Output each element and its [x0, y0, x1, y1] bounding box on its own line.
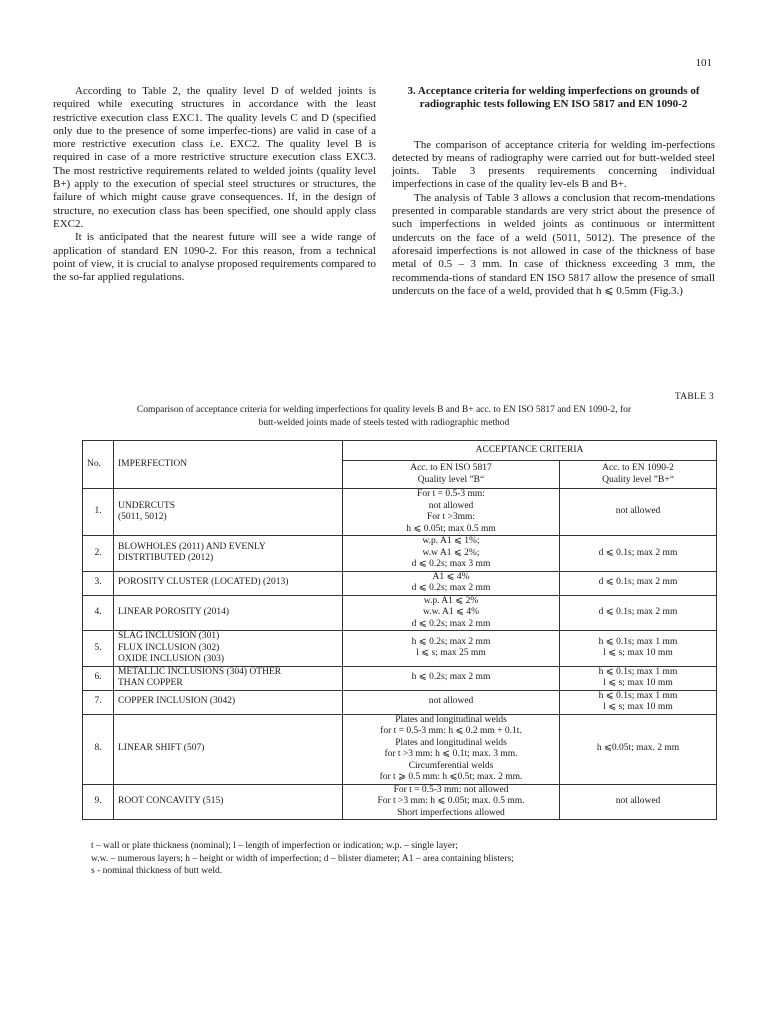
cell-en-criteria	[560, 666, 717, 690]
cell-iso-criteria-line: h ⩽ 0.2s; max 2 mm	[411, 636, 491, 647]
cell-imperfection-line: ROOT CONCAVITY (515)	[118, 796, 224, 806]
cell-imperfection	[114, 784, 343, 820]
cell-imperfection-line: UNDERCUTS	[118, 500, 176, 511]
cell-imperfection-line: POROSITY CLUSTER (LOCATED) (2013)	[118, 577, 289, 588]
cell-iso-criteria-line: For t = 0.5-3 mm:	[417, 489, 485, 499]
table-row	[83, 714, 717, 784]
cell-iso-criteria-line: For t = 0.5-3 mm: not allowed	[393, 784, 509, 795]
cell-iso-criteria-line: For t >3mm:	[426, 512, 476, 522]
cell-no	[83, 631, 114, 667]
cell-iso-criteria-line: Plates and longitudinal welds	[395, 737, 507, 748]
cell-iso-criteria	[343, 690, 560, 714]
cell-no	[83, 690, 114, 714]
cell-no-line: 2.	[94, 547, 102, 558]
cell-iso-criteria-line: For t >3 mm: h ⩽ 0.05t; max. 0.5 mm.	[377, 796, 525, 806]
cell-no-line: 9.	[94, 796, 102, 806]
table-row	[83, 784, 717, 820]
table-note: t – wall or plate thickness (nominal); l – length of imperfection or indication; w.p. – single layer;	[91, 841, 458, 851]
table-notes	[91, 840, 514, 878]
page-number: 101	[695, 57, 712, 69]
cell-en-criteria-line: l ⩽ s; max 10 mm	[603, 678, 673, 688]
table-row	[83, 536, 717, 572]
cell-imperfection-line: OXIDE INCLUSION (303)	[118, 654, 225, 664]
header-en-1090	[560, 461, 717, 489]
cell-iso-criteria-line: for t ⩾ 0.5 mm: h ⩽0.5t; max. 2 mm.	[379, 772, 523, 782]
cell-en-criteria-line: l ⩽ s; max 10 mm	[603, 648, 673, 659]
cell-imperfection	[114, 666, 343, 690]
cell-iso-criteria-line: h ⩽ 0.05t; max 0.5 mm	[406, 523, 496, 534]
table-row	[83, 690, 717, 714]
table-caption	[62, 404, 706, 430]
cell-no-line: 6.	[94, 672, 102, 683]
cell-en-criteria	[560, 595, 717, 631]
cell-imperfection-line: SLAG INCLUSION (301)	[118, 631, 220, 641]
table-caption-line: Comparison of acceptance criteria for welding imperfections for quality levels B and B+ acc. to EN ISO 5817 and EN 1090-2, for	[136, 405, 632, 415]
table-row	[83, 571, 717, 595]
cell-iso-criteria-line: w.w. A1 ⩽ 4%	[422, 607, 480, 617]
body-paragraph: The comparison of acceptance criteria for welding im-perfections detected by means of radiography were carried out for butt-welded steel joints. Table 3 presents requirements concerning individual imperfections in case of the quality lev-els B and B+.	[392, 138, 715, 191]
cell-iso-criteria-line: d ⩽ 0.2s; max 2 mm	[411, 583, 491, 593]
header-en-line2: Quality level ”B+“	[602, 474, 674, 485]
cell-iso-criteria-line: w.p. A1 ⩽ 2%	[423, 595, 479, 606]
table-row	[83, 595, 717, 631]
cell-no	[83, 536, 114, 572]
cell-en-criteria	[560, 784, 717, 820]
cell-en-criteria-line: l ⩽ s; max 10 mm	[603, 702, 673, 712]
cell-no	[83, 784, 114, 820]
cell-iso-criteria-line: Short imperfections allowed	[397, 807, 505, 818]
cell-iso-criteria	[343, 714, 560, 784]
cell-en-criteria	[560, 489, 717, 536]
body-paragraph: It is anticipated that the nearest future will see a wide range of application of standard EN 1090-2. For this reason, from a technical point of view, it is crucial to analyse proposed requirements compared to the so-far applied regulations.	[53, 231, 376, 284]
cell-imperfection	[114, 690, 343, 714]
cell-imperfection	[114, 714, 343, 784]
cell-iso-criteria	[343, 784, 560, 820]
cell-iso-criteria-line: not allowed	[428, 696, 474, 707]
cell-iso-criteria-line: d ⩽ 0.2s; max 3 mm	[411, 559, 491, 569]
cell-imperfection-line: FLUX INCLUSION (302)	[118, 642, 220, 653]
table-note: s - nominal thickness of butt weld.	[91, 866, 223, 876]
cell-en-criteria-line: h ⩽ 0.1s; max 1 mm	[598, 666, 678, 677]
cell-en-criteria-line: d ⩽ 0.1s; max 2 mm	[598, 607, 678, 617]
cell-iso-criteria-line: l ⩽ s; max 25 mm	[416, 648, 486, 659]
cell-iso-criteria-line: w.p. A1 ⩽ 1%;	[422, 536, 480, 546]
cell-iso-criteria	[343, 666, 560, 690]
cell-en-criteria	[560, 536, 717, 572]
cell-imperfection	[114, 571, 343, 595]
cell-imperfection-line: LINEAR SHIFT (507)	[118, 743, 205, 754]
cell-iso-criteria-line: for t = 0.5-3 mm: h ⩽ 0.2 mm + 0.1t.	[380, 726, 522, 736]
header-iso-line2: Quality level ”B“	[417, 474, 485, 485]
cell-iso-criteria	[343, 595, 560, 631]
cell-imperfection-line: BLOWHOLES (2011) AND EVENLY	[118, 541, 266, 552]
section-heading: 3. Acceptance criteria for welding imperfections on grounds of radiographic tests following EN ISO 5817 and EN 1090-2	[407, 85, 700, 111]
body-paragraph: According to Table 2, the quality level D of welded joints is required while executing structures in accordance with the least restrictive execution class EXC1. The quality levels C and D (specified only due to the presence of some imperfec-tions) are valid in case of a more restrictive execution class i.e. EXC2. The quality level B is required in case of a more restrictive structure execution class EXC3. The most restrictive requirements related to welded joints (quality level B+) apply to the execution of special steel structures or structures, the failure of which might cause grave consequences. If, in the design of structure, no execution class has been specified, one should apply class EXC2.	[53, 85, 376, 230]
table-row	[83, 631, 717, 667]
table-row	[83, 666, 717, 690]
table-label: TABLE 3	[674, 392, 714, 402]
cell-iso-criteria	[343, 489, 560, 536]
cell-no-line: 1.	[94, 506, 102, 517]
cell-no-line: 4.	[94, 607, 102, 617]
cell-no	[83, 595, 114, 631]
cell-no-line: 8.	[94, 743, 102, 754]
cell-imperfection-line: METALLIC INCLUSIONS (304) OTHER	[118, 666, 282, 677]
cell-en-criteria-line: h ⩽ 0.1s; max 1 mm	[598, 636, 678, 647]
cell-en-criteria-line: d ⩽ 0.1s; max 2 mm	[598, 547, 678, 558]
header-iso-line1: Acc. to EN ISO 5817	[410, 463, 492, 473]
cell-en-criteria-line: d ⩽ 0.1s; max 2 mm	[598, 577, 678, 588]
header-no: No.	[83, 441, 114, 489]
cell-imperfection	[114, 489, 343, 536]
cell-no-line: 7.	[94, 696, 102, 707]
table-caption-line: butt-welded joints made of steels tested with radiographic method	[258, 418, 510, 428]
right-column	[392, 85, 715, 298]
cell-no	[83, 489, 114, 536]
cell-imperfection-line: DISTRTIBUTED (2012)	[118, 553, 214, 564]
left-column	[53, 85, 376, 284]
cell-no	[83, 571, 114, 595]
cell-en-criteria-line: h ⩽0.05t; max. 2 mm	[596, 743, 680, 754]
table-body	[83, 489, 717, 820]
cell-imperfection-line: LINEAR POROSITY (2014)	[118, 607, 230, 617]
cell-imperfection-line: COPPER INCLUSION (3042)	[118, 696, 236, 707]
cell-iso-criteria-line: Circumferential welds	[408, 760, 494, 771]
cell-iso-criteria	[343, 571, 560, 595]
cell-no	[83, 666, 114, 690]
cell-en-criteria	[560, 714, 717, 784]
cell-iso-criteria	[343, 536, 560, 572]
body-paragraph: The analysis of Table 3 allows a conclusion that recom-mendations presented in comparable standards are very strict about the presence of such imperfections in welded joints as continuous or intermittent undercuts on the face of a weld (5011, 5012). The presence of the aforesaid imperfections is not allowed in case of the thickness of base metal of 0.5 – 3 mm. In case of thickness exceeding 3 mm, the recommenda-tions of standard EN ISO 5817 allow the presence of small undercuts on the face of a weld, provided that h ⩽ 0.5mm (Fig.3.)	[392, 191, 715, 297]
cell-en-criteria-line: not allowed	[615, 506, 661, 517]
table-row	[83, 489, 717, 536]
cell-iso-criteria-line: not allowed	[428, 500, 474, 511]
header-iso-5817	[343, 461, 560, 489]
cell-imperfection	[114, 631, 343, 667]
acceptance-criteria-table	[82, 440, 717, 820]
cell-no-line: 5.	[94, 642, 102, 653]
header-acceptance-criteria: ACCEPTANCE CRITERIA	[343, 441, 717, 461]
cell-iso-criteria-line: d ⩽ 0.2s; max 2 mm	[411, 618, 491, 629]
cell-imperfection-line: THAN COPPER	[118, 678, 183, 688]
header-imperfection: IMPERFECTION	[114, 441, 343, 489]
cell-iso-criteria-line: A1 ⩽ 4%	[432, 571, 470, 582]
cell-imperfection-line: (5011, 5012)	[118, 512, 167, 522]
cell-en-criteria	[560, 631, 717, 667]
cell-iso-criteria-line: w.w A1 ⩽ 2%;	[422, 547, 480, 558]
cell-iso-criteria	[343, 631, 560, 667]
cell-no-line: 3.	[94, 577, 102, 588]
cell-en-criteria-line: h ⩽ 0.1s; max 1 mm	[598, 690, 678, 701]
cell-en-criteria	[560, 571, 717, 595]
cell-iso-criteria-line: for t >3 mm: h ⩽ 0.1t; max. 3 mm.	[384, 749, 518, 759]
cell-en-criteria	[560, 690, 717, 714]
cell-iso-criteria-line: h ⩽ 0.2s; max 2 mm	[411, 672, 491, 683]
cell-imperfection	[114, 536, 343, 572]
cell-no	[83, 714, 114, 784]
table-note: w.w. – numerous layers; h – height or width of imperfection; d – blister diameter; A1 – area containing blisters;	[91, 853, 514, 864]
header-en-line1: Acc. to EN 1090-2	[602, 463, 674, 473]
cell-iso-criteria-line: Plates and longitudinal welds	[395, 714, 507, 725]
cell-imperfection	[114, 595, 343, 631]
cell-en-criteria-line: not allowed	[615, 796, 661, 806]
